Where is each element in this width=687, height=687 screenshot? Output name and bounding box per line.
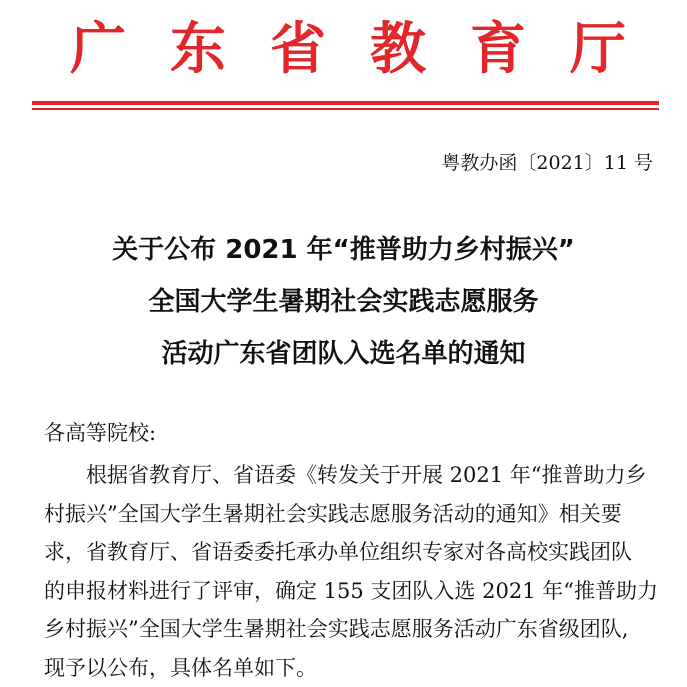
agency-name	[30, 10, 666, 90]
agency-char: 广	[70, 10, 126, 90]
body-line: 现予以公布，具体名单如下。	[44, 649, 674, 687]
document-title	[0, 224, 687, 380]
agency-char: 教	[370, 10, 426, 90]
letterhead	[30, 10, 666, 102]
document-number: 粤教办函〔2021〕11 号	[441, 150, 653, 176]
body-line: 根据省教育厅、省语委《转发关于开展 2021 年“推普助力乡	[44, 456, 674, 495]
body-line: 乡村振兴”全国大学生暑期社会实践志愿服务活动广东省级团队,	[44, 610, 674, 649]
agency-char: 育	[470, 10, 526, 90]
letterhead-rule-thick	[32, 101, 659, 105]
title-line: 全国大学生暑期社会实践志愿服务	[0, 276, 687, 328]
title-line: 关于公布 2021 年“推普助力乡村振兴”	[0, 224, 687, 276]
body-line: 求，省教育厅、省语委委托承办单位组织专家对各高校实践团队	[44, 533, 674, 572]
agency-char: 东	[170, 10, 226, 90]
letterhead-rule-thin	[32, 108, 659, 110]
agency-char: 厅	[570, 10, 626, 90]
body-paragraph	[44, 456, 674, 687]
body-line: 村振兴”全国大学生暑期社会实践志愿服务活动的通知》相关要	[44, 495, 674, 534]
salutation: 各高等院校:	[44, 418, 156, 448]
title-line: 活动广东省团队入选名单的通知	[0, 328, 687, 380]
agency-char: 省	[270, 10, 326, 90]
body-line: 的申报材料进行了评审，确定 155 支团队入选 2021 年“推普助力	[44, 572, 674, 611]
